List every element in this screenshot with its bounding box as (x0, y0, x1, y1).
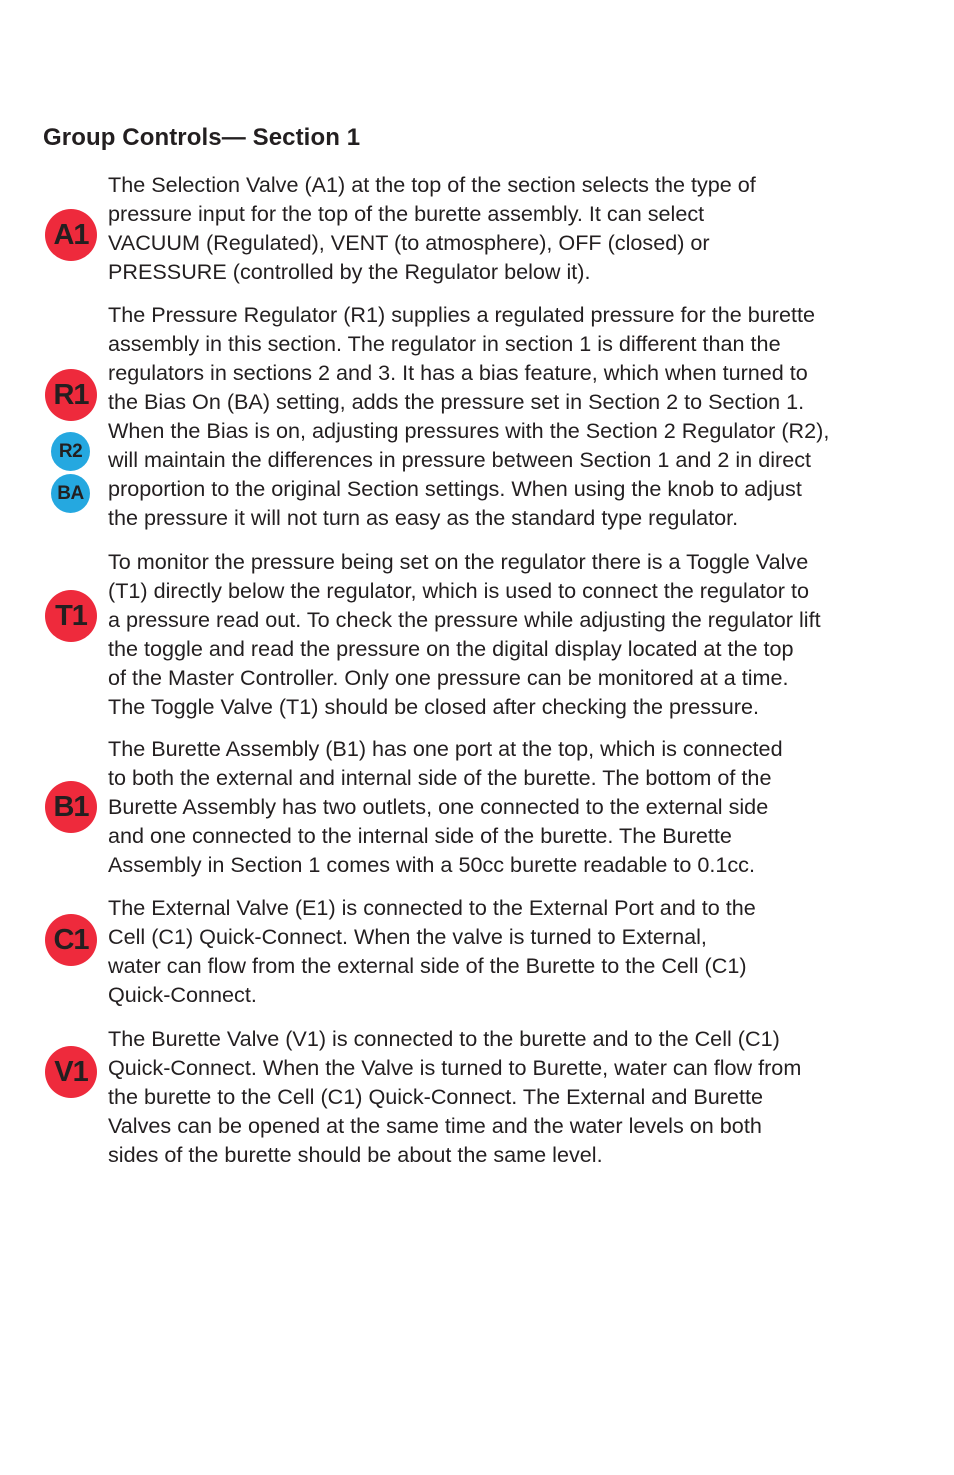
selection-valve-paragraph (108, 170, 756, 286)
text-line: of the Master Controller. Only one pressure can be monitored at a time. (108, 665, 789, 690)
text-line: assembly in this section. The regulator in section 1 is different than the (108, 331, 781, 356)
text-line: The Burette Assembly (B1) has one port at the top, which is connected (108, 736, 783, 761)
b1-badge-icon: B1 (45, 781, 97, 833)
t1-badge-icon: T1 (45, 590, 97, 642)
text-line: water can flow from the external side of the Burette to the Cell (C1) (108, 953, 747, 978)
text-line: The Burette Valve (V1) is connected to the burette and to the Cell (C1) (108, 1026, 780, 1051)
text-line: The Selection Valve (A1) at the top of the section selects the type of (108, 172, 756, 197)
text-line: The Pressure Regulator (R1) supplies a regulated pressure for the burette (108, 302, 815, 327)
text-line: pressure input for the top of the burette assembly. It can select (108, 201, 705, 226)
text-line: VACUUM (Regulated), VENT (to atmosphere), OFF (closed) or (108, 230, 710, 255)
text-line: The Toggle Valve (T1) should be closed after checking the pressure. (108, 694, 759, 719)
text-line: To monitor the pressure being set on the regulator there is a Toggle Valve (108, 549, 809, 574)
text-line: Burette Assembly has two outlets, one connected to the external side (108, 794, 769, 819)
text-line: Quick-Connect. When the Valve is turned to Burette, water can flow from (108, 1055, 802, 1080)
text-line: and one connected to the internal side of the burette. The Burette (108, 823, 732, 848)
external-valve-paragraph (108, 893, 756, 1009)
text-line: Assembly in Section 1 comes with a 50cc burette readable to 0.1cc. (108, 852, 755, 877)
r1-badge-icon: R1 (45, 369, 97, 421)
v1-badge-icon: V1 (45, 1046, 97, 1098)
text-line: the toggle and read the pressure on the digital display located at the top (108, 636, 794, 661)
burette-assembly-paragraph (108, 734, 783, 879)
toggle-valve-paragraph (108, 547, 821, 721)
pressure-regulator-paragraph (108, 300, 829, 532)
text-line: When the Bias is on, adjusting pressures with the Section 2 Regulator (R2), (108, 418, 830, 443)
text-line: Valves can be opened at the same time and the water levels on both (108, 1113, 762, 1138)
text-line: Cell (C1) Quick-Connect. When the valve is turned to External, (108, 924, 707, 949)
c1-badge-icon: C1 (45, 914, 97, 966)
ba-badge-icon: BA (51, 474, 90, 513)
text-line: proportion to the original Section settings. When using the knob to adjust (108, 476, 802, 501)
text-line: the burette to the Cell (C1) Quick-Connect. The External and Burette (108, 1084, 763, 1109)
text-line: The External Valve (E1) is connected to the External Port and to the (108, 895, 756, 920)
text-line: PRESSURE (controlled by the Regulator below it). (108, 259, 591, 284)
text-line: regulators in sections 2 and 3. It has a bias feature, which when turned to (108, 360, 808, 385)
text-line: a pressure read out. To check the pressure while adjusting the regulator lift (108, 607, 821, 632)
text-line: (T1) directly below the regulator, which is used to connect the regulator to (108, 578, 809, 603)
page-title: Group Controls— Section 1 (43, 124, 361, 151)
text-line: the Bias On (BA) setting, adds the pressure set in Section 2 to Section 1. (108, 389, 805, 414)
text-line: to both the external and internal side of the burette. The bottom of the (108, 765, 772, 790)
burette-valve-paragraph (108, 1024, 801, 1169)
text-line: will maintain the differences in pressure between Section 1 and 2 in direct (108, 447, 811, 472)
text-line: the pressure it will not turn as easy as the standard type regulator. (108, 505, 739, 530)
a1-badge-icon: A1 (45, 209, 97, 261)
text-line: Quick-Connect. (108, 982, 257, 1007)
text-line: sides of the burette should be about the same level. (108, 1142, 603, 1167)
r2-badge-icon: R2 (51, 432, 90, 471)
